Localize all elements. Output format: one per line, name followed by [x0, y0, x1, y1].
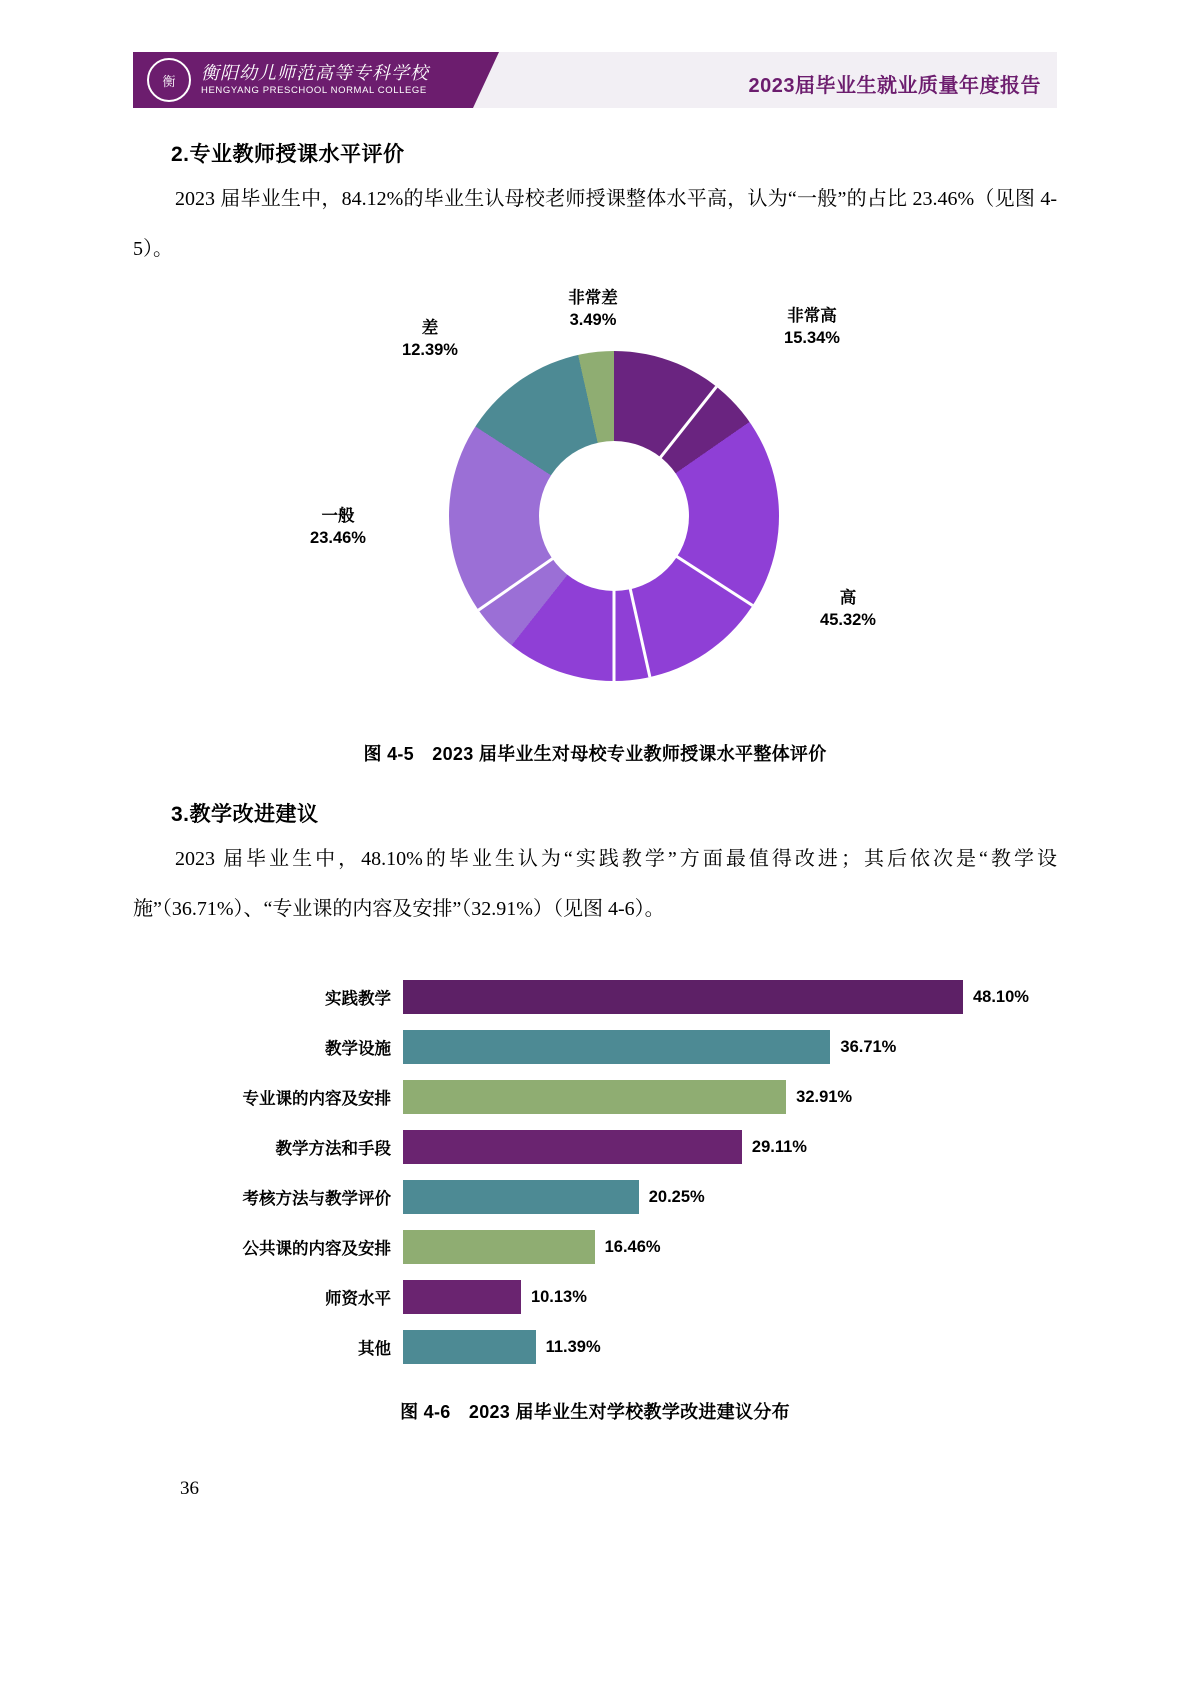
pie-label-poor-value: 12.39% [402, 340, 458, 359]
bar-category-label: 其他 [358, 1340, 391, 1358]
pie-label-high-value: 45.32% [820, 610, 876, 629]
donut-center-hole [539, 441, 689, 591]
bar-category-label: 教学方法和手段 [275, 1140, 391, 1158]
bar-row [213, 1272, 1057, 1322]
pie-label-very-poor [518, 288, 668, 332]
report-title: 2023届毕业生就业质量年度报告 [748, 75, 1041, 97]
pie-label-poor [355, 318, 505, 362]
seal-icon [147, 58, 191, 102]
pie-label-high-name: 高 [839, 589, 857, 607]
bar-track [403, 1322, 1057, 1372]
chart-figure-4-5 [133, 289, 1057, 736]
bar-fill [403, 1030, 830, 1064]
paragraph-teaching-evaluation: 2023 届毕业生中，84.12%的毕业生认母校老师授课整体水平高，认为“一般”的占比 23.46%（见图 4-5）。 [133, 188, 1057, 260]
pie-label-very-high-value: 15.34% [784, 328, 840, 347]
bar-row [213, 1222, 1057, 1272]
bar-track [403, 1172, 1057, 1222]
bar-value-label: 32.91% [796, 1087, 853, 1106]
pie-label-very-poor-value: 3.49% [569, 310, 617, 329]
bar-fill [403, 1230, 595, 1264]
pie-label-average-name: 一般 [321, 507, 355, 525]
bar-fill [403, 1280, 521, 1314]
bar-category-label: 师资水平 [325, 1290, 391, 1308]
pie-label-very-poor-name: 非常差 [568, 289, 618, 307]
pie-label-very-high-name: 非常高 [787, 307, 837, 325]
bar-value-label: 20.25% [648, 1187, 705, 1206]
bar-fill [403, 1130, 742, 1164]
pie-label-average [263, 506, 413, 550]
section-heading-teaching-evaluation: 2.专业教师授课水平评价 [171, 143, 405, 166]
college-logo [133, 52, 473, 108]
bar-value-label: 11.39% [545, 1337, 601, 1356]
bar-value-label: 48.10% [973, 987, 1029, 1006]
bar-track [403, 1222, 1057, 1272]
figure-caption-4-6: 图 4-6 2023 届毕业生对学校教学改进建议分布 [400, 1402, 790, 1422]
seal-icon-text: 衡 [162, 73, 176, 89]
bar-category-label: 实践教学 [325, 990, 391, 1008]
page-header [133, 52, 1057, 108]
pie-label-high [773, 588, 923, 632]
pie-label-average-value: 23.46% [310, 528, 366, 547]
bar-track [403, 972, 1057, 1022]
bar-value-label: 29.11% [751, 1137, 807, 1156]
figure-caption-4-5: 图 4-5 2023 届毕业生对母校专业教师授课水平整体评价 [363, 744, 827, 764]
pie-label-very-high [737, 306, 887, 350]
donut-chart [449, 351, 779, 681]
bar-category-label: 考核方法与教学评价 [242, 1190, 391, 1208]
bar-category-label: 专业课的内容及安排 [242, 1090, 391, 1108]
logo-name-cn: 衡阳幼儿师范高等专科学校 [201, 62, 429, 83]
logo-text [201, 63, 429, 98]
bar-track [403, 1122, 1057, 1172]
bar-fill [403, 1180, 639, 1214]
paragraph-teaching-improvement: 2023 届毕业生中，48.10%的毕业生认为“实践教学”方面最值得改进；其后依次是“教学设施”（36.71%）、“专业课的内容及安排”（32.91%）（见图 4-6）。 [133, 848, 1057, 920]
bar-fill [403, 1080, 786, 1114]
bar-fill [403, 980, 963, 1014]
bar-fill [403, 1330, 536, 1364]
chart-figure-4-6 [133, 972, 1057, 1372]
bar-row [213, 972, 1057, 1022]
bar-category-label: 教学设施 [325, 1040, 391, 1058]
bar-value-label: 16.46% [604, 1237, 661, 1256]
bar-category-label: 公共课的内容及安排 [242, 1240, 391, 1258]
page-number: 36 [180, 1478, 199, 1499]
bar-track [403, 1072, 1057, 1122]
bar-row [213, 1072, 1057, 1122]
bar-row [213, 1172, 1057, 1222]
section-heading-teaching-improvement: 3.教学改进建议 [171, 803, 319, 826]
bar-track [403, 1022, 1057, 1072]
bar-track [403, 1272, 1057, 1322]
bar-row [213, 1122, 1057, 1172]
page-content [133, 128, 1057, 1424]
pie-label-poor-name: 差 [421, 319, 439, 337]
bar-row [213, 1322, 1057, 1372]
bar-value-label: 10.13% [530, 1287, 587, 1306]
logo-name-en: HENGYANG PRESCHOOL NORMAL COLLEGE [201, 85, 427, 97]
bar-value-label: 36.71% [840, 1037, 897, 1056]
bar-row [213, 1022, 1057, 1072]
